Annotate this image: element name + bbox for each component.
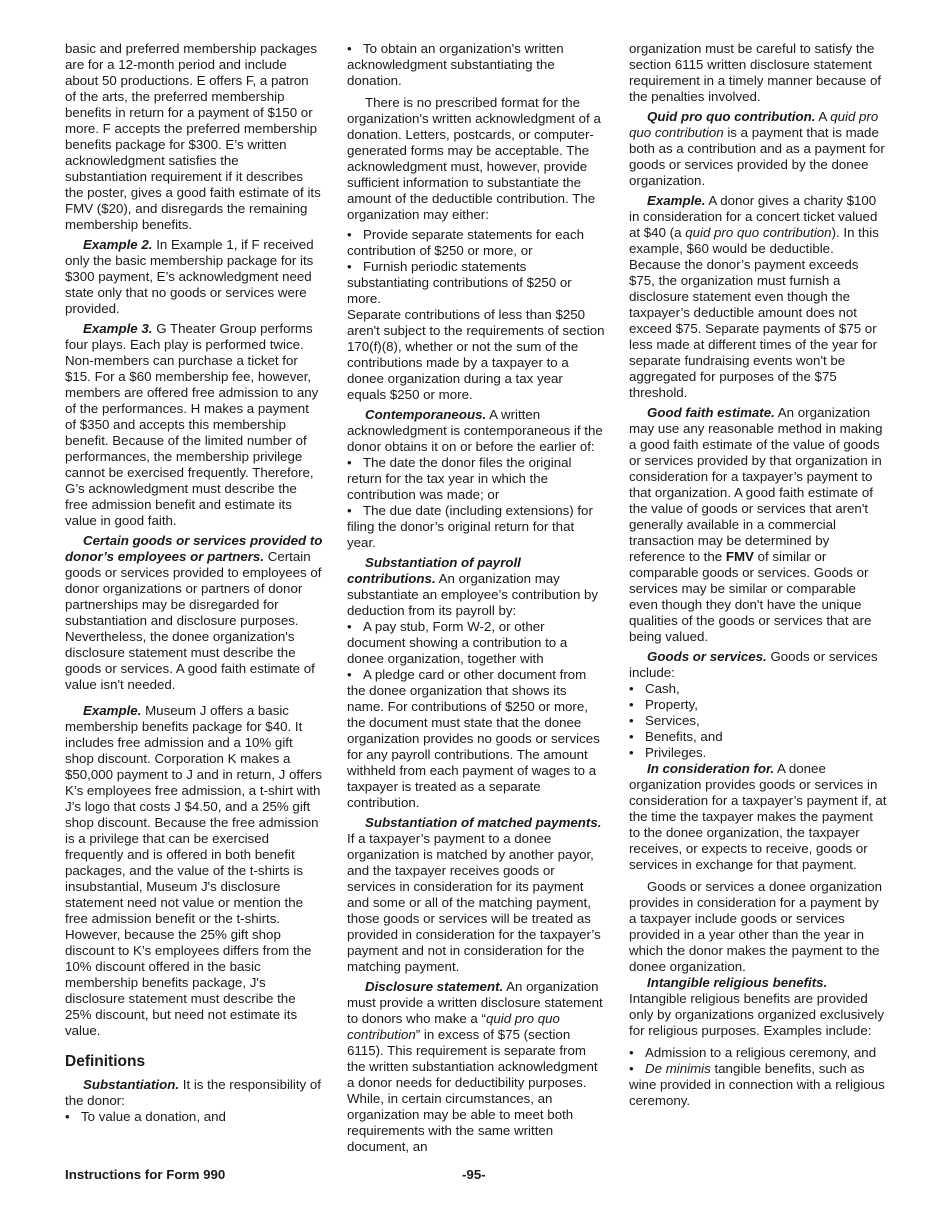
list-item-text: A pay stub, Form W-2, or other document showing a contribution to a donee organization, together with [347,619,568,666]
matched-heading: Substantiation of matched payments. [365,815,602,830]
concert-example-body-cont: ). In this example, $60 would be deductible. Because the donor’s payment exceeds $75, the organization must furnish a disclosure statement even though the taxpayer’s deductible amount does not exceed $75. Separate payments of $75 or less made at different times of the year for separate fundraising events won't be aggregated for purposes of the $75 threshold. [629,225,879,400]
qpq-heading: Quid pro quo contribution. [647,109,816,124]
de-minimis-term: De minimis [645,1061,711,1076]
list-item [629,713,887,729]
list-item [629,697,887,713]
concert-example-italic: quid pro quo contribution [685,225,832,240]
museum-example [65,703,323,1039]
bullet-icon: • [347,667,352,682]
list-item [629,729,887,745]
list-item [347,667,605,811]
disclosure-heading: Disclosure statement. [365,979,504,994]
example-3-heading: Example 3. [83,321,153,336]
list-item [347,503,605,551]
bullet-icon: • [347,259,352,274]
substantiation-heading: Substantiation. [83,1077,180,1092]
fmv-term: FMV [725,549,754,564]
certain-goods-heading: Certain goods or services provided to donor’s employees or partners. [65,533,323,564]
list-item [347,619,605,667]
qpq-body: is a payment that is made both as a contribution and as a payment for goods or services provided by the donee organization. [629,125,885,188]
example-2-body: In Example 1, if F received only the basic membership package for its $300 payment, E’s acknowledgment need state only that no goods or services were provided. [65,237,314,316]
museum-example-body: Museum J offers a basic membership benefits package for $40. It includes free admission and a 10% gift shop discount. Corporation K makes a $50,000 payment to J and in return, J offers K’s employees free admission, a t-shirt with J’s logo that costs J $4.50, and a 25% gift shop discount. Because the free admission is a privilege that can be exercised frequently and is offered in both benefit packages, and the value of the t-shirts is insubstantial, Museum J's disclosure statement need not value or mention the free admission benefit or the t-shirts. However, because the 25% gift shop discount to K’s employees differs from the 10% discount offered in the basic membership benefits package, J's disclosure statement must describe the 25% discount, but need not estimate its value. [65,703,322,1038]
page-number: -95- [462,1167,486,1182]
goods-services-section [629,649,887,681]
column-2 [347,41,605,1159]
payroll-body: An organization may substantiate an employee’s contribution by deduction from its payroll by: [347,571,599,618]
concert-example [629,193,887,401]
qpq-italic: quid pro quo contribution [629,109,879,140]
bullet-icon: • [65,1109,70,1124]
bullet-icon: • [629,713,634,728]
payroll-section [347,555,605,619]
bullet-icon: • [629,1045,634,1060]
contemporaneous-body: A written acknowledgment is contemporaneous if the donor obtains it on or before the earlier of: [347,407,603,454]
list-item-text: Benefits, and [645,729,723,744]
paragraph-separate: Separate contributions of less than $250 aren't subject to the requirements of section 170(f)(8), whether or not the sum of the contributions made by a taxpayer to a donee organization during a tax year equals $250 or more. [347,307,605,402]
list-item-text: The date the donor files the original return for the tax year in which the contribution was made; or [347,455,572,502]
example-2 [65,237,323,317]
good-faith-heading: Good faith estimate. [647,405,775,420]
bullet-icon: • [347,455,352,470]
paragraph: basic and preferred membership packages are for a 12-month period and include about 50 productions. E offers F, a patron of the arts, the preferred membership benefits in return for a payment of $150 or more. F accepts the preferred membership benefits package for $300. E’s written acknowledgment satisfies the substantiation requirement if it describes the poster, gives a good faith estimate of its FMV ($20), and disregards the remaining membership benefits. [65,41,321,232]
list-item-text: Provide separate statements for each contribution of $250 or more, or [347,227,584,258]
matched-body: If a taxpayer’s payment to a donee organization is matched by another payor, and the taxpayer receives goods or services in consideration for its payment and some or all of the matching payment, those goods or services will be treated as provided in consideration for the taxpayer’s payment and not in consideration for the matching payment. [347,831,601,974]
bullet-icon: • [629,729,634,744]
bullet-icon: • [629,745,634,760]
list-item [347,227,605,259]
qpq-section [629,109,887,189]
bullet-icon: • [629,681,634,696]
paragraph: organization must be careful to satisfy the section 6115 written disclosure statement requirement in a timely manner because of the penalties involved. [629,41,882,104]
list-item [629,1061,887,1109]
list-item [629,681,887,697]
disclosure-italic: quid pro quo contribution [347,1011,560,1042]
list-item-text: Admission to a religious ceremony, and [645,1045,877,1060]
good-faith-section [629,405,887,645]
list-item-text: A pledge card or other document from the donee organization that shows its name. For contributions of $250 or more, the document must state that the donee organization provides no goods or services for any payroll contributions. The amount withheld from each payment of wages to a taxpayer is treated as a separate contribution. [347,667,600,810]
list-item-text: tangible benefits, such as wine provided in connection with a religious ceremony. [629,1061,885,1108]
certain-goods-body: Certain goods or services provided to employees of donor organizations or partners of donor partnerships may be disregarded for substantiation and disclosure purposes. Nevertheless, the donee organization's disclosure statement must describe the goods or services. A good faith estimate of value isn't needed. [65,549,322,692]
list-item-text: Cash, [645,681,680,696]
consideration-section [629,761,887,873]
example-3 [65,321,323,529]
religious-section [629,975,887,1039]
list-item [65,1109,323,1125]
bullet-icon: • [347,619,352,634]
qpq-article: A [818,109,827,124]
bullet-icon: • [347,41,352,56]
consideration-body: A donee organization provides goods or services in consideration for a taxpayer’s payment if, at the time the taxpayer makes the payment to the donee organization, the taxpayer receives, or expects to receive, goods or services in exchange for that payment. [629,761,887,872]
bullet-icon: • [347,503,352,518]
museum-example-heading: Example. [83,703,142,718]
good-faith-body: An organization may use any reasonable method in making a good faith estimate of the value of goods or services provided by that organization in consideration for a taxpayer’s payment to that organization. A good faith estimate of the value of goods or services that aren't generally available in a commercial transaction may be determined by reference to the [629,405,883,564]
substantiation-definition [65,1077,323,1109]
religious-heading: Intangible religious benefits. [647,975,828,990]
goods-services-body: Goods or services include: [629,649,878,680]
concert-example-body: A donor gives a charity $100 in consideration for a concert ticket valued at $40 (a [629,193,878,240]
list-item-text: The due date (including extensions) for filing the donor’s original return for that year. [347,503,593,550]
matched-section [347,815,605,975]
list-item-text: Furnish periodic statements substantiating contributions of $250 or more. [347,259,572,306]
list-item [347,259,605,307]
list-item-text: Services, [645,713,700,728]
disclosure-body: An organization must provide a written disclosure statement to donors who make a “ [347,979,603,1026]
disclosure-section [347,979,605,1155]
footer-form-title: Instructions for Form 990 [65,1167,226,1182]
list-item-text: To obtain an organization's written acknowledgment substantiating the donation. [347,41,564,88]
consideration-heading: In consideration for. [647,761,775,776]
list-item [629,745,887,761]
list-item-text: Property, [645,697,698,712]
contemporaneous-section [347,407,605,455]
goods-services-heading: Goods or services. [647,649,767,664]
list-item-text: To value a donation, and [81,1109,226,1124]
column-1 [65,41,323,1125]
list-item [629,1045,887,1061]
list-item [347,41,605,89]
bullet-icon: • [347,227,352,242]
contemporaneous-heading: Contemporaneous. [365,407,487,422]
substantiation-body: It is the responsibility of the donor: [65,1077,321,1108]
bullet-icon: • [629,697,634,712]
concert-example-heading: Example. [647,193,706,208]
example-3-body: G Theater Group performs four plays. Each play is performed twice. Non-members can purchase a ticket for $15. For a $60 membership fee, however, members are offered free admission to any of the performances. H makes a payment of $350 and accepts this membership benefit. Because of the limited number of performances, the membership privilege cannot be exercised frequently. Therefore, G’s acknowledgment must describe the free admission benefit and estimate its value in good faith. [65,321,319,528]
paragraph-goods: Goods or services a donee organization provides in consideration for a payment by a taxpayer include goods or services provided in a year other than the year in which the donor makes the payment to the donee organization. [629,879,883,974]
definitions-heading: Definitions [65,1053,146,1070]
religious-body: Intangible religious benefits are provided only by organizations organized exclusively for religious purposes. Examples include: [629,991,884,1038]
disclosure-body-cont: ” in excess of $75 (section 6115). This requirement is separate from the written substantiation acknowledgment a donor needs for deductibility purposes. While, in certain circumstances, an organization may be able to meet both requirements with the same written document, an [347,1027,598,1154]
payroll-heading: Substantiation of payroll contributions. [347,555,521,586]
column-3 [629,41,887,1109]
example-2-heading: Example 2. [83,237,153,252]
list-item-text: Privileges. [645,745,707,760]
paragraph-format: There is no prescribed format for the organization's written acknowledgment of a donation. Letters, postcards, or computer-generated forms may be acceptable. The acknowledgment must, however, provide sufficient information to substantiate the amount of the deductible contribution. The organization may either: [347,95,601,222]
certain-goods-section [65,533,323,693]
good-faith-body-cont: of similar or comparable goods or services. Goods or services may be similar or comparable even though they don't have the unique qualities of the goods or services that are being valued. [629,549,872,644]
list-item [347,455,605,503]
bullet-icon: • [629,1061,634,1076]
